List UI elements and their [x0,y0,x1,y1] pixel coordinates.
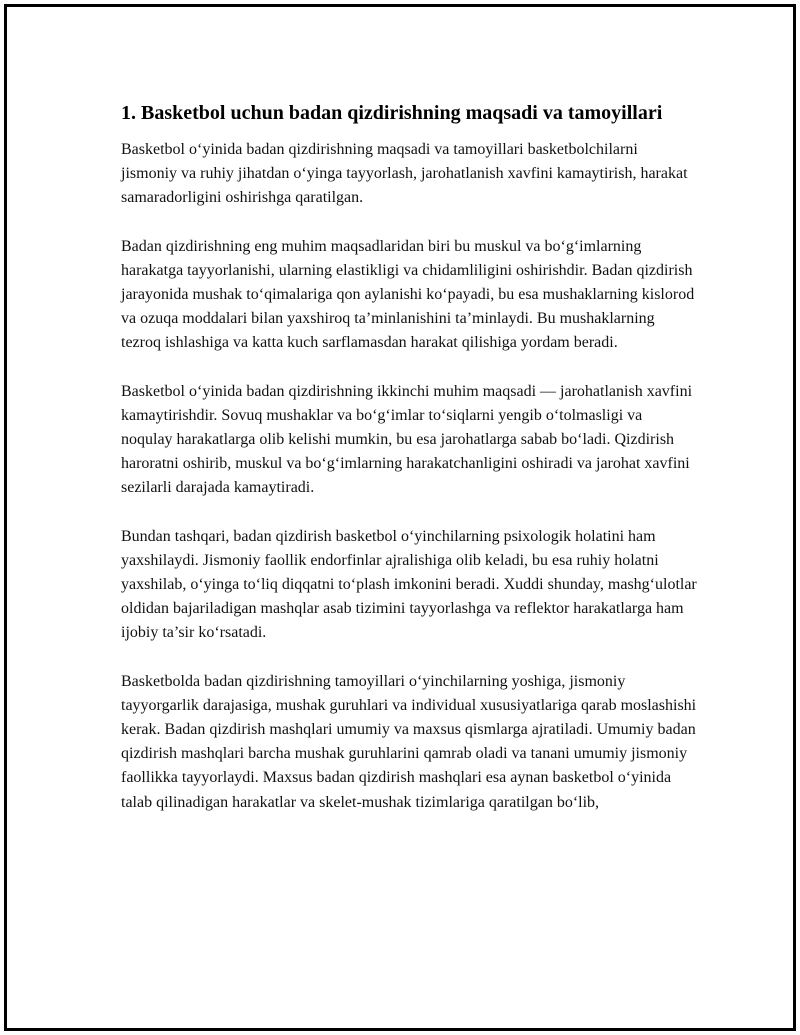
paragraph-5: Basketbolda badan qizdirishning tamoyillari o‘yinchilarning yoshiga, jismoniy tayyorgarlik darajasiga, mushak guruhlari va individual xususiyatlariga qarab moslashishi kerak. Badan qizdirish mashqlari umumiy va maxsus qismlarga ajratiladi. Umumiy badan qizdirish mashqlari barcha mushak guruhlarini qamrab oladi va tanani umumiy jismoniy faollikka tayyorlaydi. Maxsus badan qizdirish mashqlari esa aynan basketbol o‘yinida talab qilinadigan harakatlar va skelet-mushak tizimlariga qaratilgan bo‘lib, [121,672,697,811]
section-heading: 1. Basketbol uchun badan qizdirishning maqsadi va tamoyillari [121,102,663,124]
paragraph-3: Basketbol o‘yinida badan qizdirishning ikkinchi muhim maqsadi — jarohatlanish xavfini kamaytirishdir. Sovuq mushaklar va bo‘g‘imlar to‘siqlarni yengib o‘tolmasligi va noqulay harakatlarga olib kelishi mumkin, bu esa jarohatlarga sabab bo‘ladi. Qizdirish haroratni oshirib, muskul va bo‘g‘imlarning harakatchanligini oshiradi va jarohat xavfini sezilarli darajada kamaytiradi. [121,382,693,497]
paragraph-4: Bundan tashqari, badan qizdirish basketbol o‘yinchilarning psixologik holatini ham yaxshilaydi. Jismoniy faollik endorfinlar ajralishiga olib keladi, bu esa ruhiy holatni yaxshilab, o‘yinga to‘liq diqqatni to‘plash imkonini beradi. Xuddi shunday, mashg‘ulotlar oldidan bajariladigan mashqlar asab tizimini tayyorlashga va reflektor harakatlarga ham ijobiy ta’sir ko‘rsatadi. [121,527,697,642]
paragraph-1: Basketbol o‘yinida badan qizdirishning maqsadi va tamoyillari basketbolchilarni jismoniy va ruhiy jihatdan o‘yinga tayyorlash, jarohatlanish xavfini kamaytirish, harakat samaradorligini oshirishga qaratilgan. [121,141,688,207]
document-body [121,99,697,839]
paragraph-2: Badan qizdirishning eng muhim maqsadlaridan biri bu muskul va bo‘g‘imlarning harakatga tayyorlanishi, ularning elastikligi va chidamliligini oshirishdir. Badan qizdirish jarayonida mushak to‘qimalariga qon aylanishi ko‘payadi, bu esa mushaklarning kislorod va ozuqa moddalari bilan yaxshiroq ta’minlanishini ta’minlaydi. Bu mushaklarning tezroq ishlashiga va katta kuch sarflamasdan harakat qilishiga yordam beradi. [121,237,695,352]
page-frame [4,4,796,1031]
